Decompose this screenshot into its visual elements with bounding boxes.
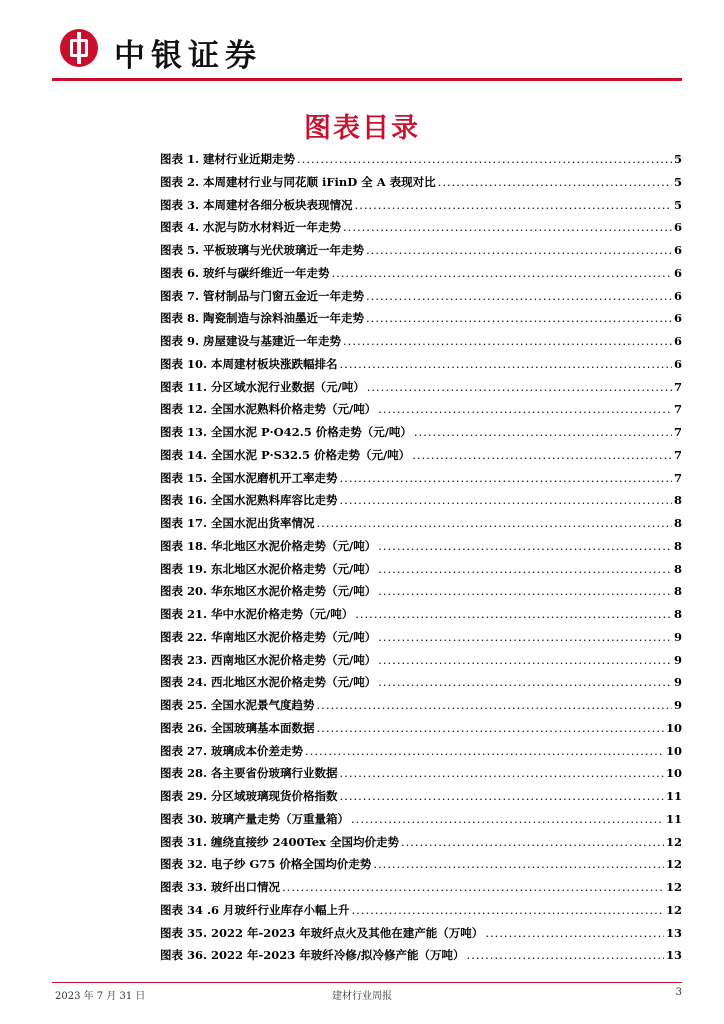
toc-leader-dots — [378, 653, 672, 667]
toc-leader-dots — [340, 766, 664, 780]
toc-entry-page: 7 — [673, 379, 682, 394]
toc-leader-dots — [340, 471, 672, 485]
toc-entry-label: 图表 29. 分区域玻璃现货价格指数 — [160, 789, 338, 803]
toc-leader-dots — [366, 311, 672, 325]
toc-entry[interactable] — [160, 447, 682, 470]
toc-entry-label: 图表 26. 全国玻璃基本面数据 — [160, 720, 315, 735]
toc-entry-label: 图表 9. 房屋建设与基建近一年走势 — [160, 334, 342, 348]
toc-entry[interactable] — [160, 674, 682, 697]
toc-entry[interactable] — [160, 743, 682, 766]
toc-entry-label: 图表 18. 华北地区水泥价格走势（元/吨） — [160, 538, 377, 553]
toc-entry[interactable] — [160, 583, 682, 606]
header-divider — [52, 78, 682, 81]
toc-entry-page: 6 — [673, 243, 682, 257]
toc-entry-label: 图表 12. 全国水泥熟料价格走势（元/吨） — [160, 402, 377, 417]
toc-leader-dots — [340, 789, 664, 803]
toc-leader-dots — [378, 539, 672, 553]
toc-entry-page: 9 — [673, 675, 682, 690]
toc-entry-page: 11 — [665, 811, 682, 826]
toc-leader-dots — [366, 243, 672, 257]
toc-entry[interactable] — [160, 356, 682, 379]
toc-entry-page: 7 — [673, 447, 682, 462]
toc-leader-dots — [412, 448, 672, 462]
toc-leader-dots — [401, 835, 664, 849]
toc-entry-page: 11 — [665, 789, 682, 803]
toc-entry[interactable] — [160, 174, 682, 197]
toc-entry-page: 5 — [673, 197, 682, 212]
toc-entry-page: 5 — [673, 152, 682, 166]
toc-entry-page: 12 — [665, 902, 682, 917]
toc-entry-label: 图表 14. 全国水泥 P·S32.5 价格走势（元/吨） — [160, 447, 411, 462]
toc-entry-page: 5 — [673, 174, 682, 189]
page-header — [52, 24, 682, 84]
toc-entry[interactable] — [160, 902, 682, 925]
toc-entry-label: 图表 22. 华南地区水泥价格走势（元/吨） — [160, 629, 377, 644]
toc-entry-label: 图表 20. 华东地区水泥价格走势（元/吨） — [160, 584, 377, 599]
toc-entry[interactable] — [160, 492, 682, 515]
toc-entry-label: 图表 8. 陶瓷制造与涂料油墨近一年走势 — [160, 311, 365, 326]
toc-entry-label: 图表 3. 本周建材各细分板块表现情况 — [160, 197, 353, 212]
toc-entry-label: 图表 30. 玻璃产量走势（万重量箱） — [160, 811, 350, 826]
toc-entry-label: 图表 32. 电子纱 G75 价格全国均价走势 — [160, 857, 372, 872]
toc-entry[interactable] — [160, 834, 682, 857]
toc-entry-label: 图表 27. 玻璃成本价差走势 — [160, 743, 304, 758]
toc-leader-dots — [282, 880, 664, 894]
toc-entry-page: 8 — [673, 561, 682, 576]
toc-entry-label: 图表 19. 东北地区水泥价格走势（元/吨） — [160, 561, 377, 576]
toc-entry-page: 12 — [665, 834, 682, 849]
toc-entry-page: 10 — [665, 720, 682, 735]
toc-entry[interactable] — [160, 652, 682, 675]
toc-leader-dots — [414, 425, 672, 439]
toc-leader-dots — [366, 289, 672, 303]
toc-leader-dots — [305, 744, 664, 758]
page-title: 图表目录 — [304, 113, 420, 144]
toc-entry[interactable] — [160, 401, 682, 424]
toc-leader-dots — [378, 562, 672, 576]
toc-entry[interactable] — [160, 947, 682, 970]
toc-entry[interactable] — [160, 765, 682, 788]
toc-leader-dots — [378, 675, 672, 689]
toc-entry-label: 图表 24. 西北地区水泥价格走势（元/吨） — [160, 675, 377, 690]
toc-entry-page: 6 — [673, 356, 682, 371]
toc-entry-page: 7 — [673, 470, 682, 485]
toc-entry[interactable] — [160, 151, 682, 174]
toc-entry-page: 9 — [673, 698, 682, 712]
toc-leader-dots — [351, 812, 664, 826]
toc-entry[interactable] — [160, 538, 682, 561]
toc-leader-dots — [485, 926, 664, 940]
toc-entry-page: 8 — [673, 538, 682, 553]
toc-entry[interactable] — [160, 333, 682, 356]
toc-entry[interactable] — [160, 561, 682, 584]
toc-entry-label: 图表 35. 2022 年-2023 年玻纤点火及其他在建产能（万吨） — [160, 925, 484, 940]
toc-leader-dots — [355, 607, 672, 621]
toc-leader-dots — [467, 948, 664, 962]
toc-entry-page: 8 — [673, 607, 682, 621]
toc-entry[interactable] — [160, 470, 682, 493]
toc-entry[interactable] — [160, 788, 682, 811]
toc-entry[interactable] — [160, 879, 682, 902]
toc-entry[interactable] — [160, 856, 682, 879]
toc-entry-label: 图表 10. 本周建材板块涨跌幅排名 — [160, 356, 338, 371]
toc-entry-label: 图表 5. 平板玻璃与光伏玻璃近一年走势 — [160, 243, 365, 257]
toc-leader-dots — [373, 857, 664, 871]
toc-entry[interactable] — [160, 242, 682, 265]
toc-entry-label: 图表 7. 管材制品与门窗五金近一年走势 — [160, 288, 365, 303]
toc-entry-label: 图表 36. 2022 年-2023 年玻纤冷修/拟冷修产能（万吨） — [160, 948, 465, 963]
toc-entry-label: 图表 1. 建材行业近期走势 — [160, 152, 296, 166]
toc-leader-dots — [317, 516, 672, 530]
toc-entry-label: 图表 23. 西南地区水泥价格走势（元/吨） — [160, 652, 377, 667]
toc-entry-label: 图表 16. 全国水泥熟料库容比走势 — [160, 493, 338, 508]
toc-leader-dots — [352, 903, 664, 917]
company-name: 中银证券 — [114, 38, 262, 74]
toc-entry[interactable] — [160, 697, 682, 720]
toc-entry-page: 7 — [673, 402, 682, 417]
toc-entry-label: 图表 6. 玻纤与碳纤维近一年走势 — [160, 265, 330, 280]
toc-entry-page: 10 — [665, 743, 682, 758]
toc-entry-page: 13 — [665, 948, 682, 963]
toc-entry-page: 6 — [673, 288, 682, 303]
toc-leader-dots — [438, 175, 672, 189]
toc-entry-label: 图表 31. 缠绕直接纱 2400Tex 全国均价走势 — [160, 834, 399, 849]
toc-entry-label: 图表 2. 本周建材行业与同花顺 iFinD 全 A 表现对比 — [160, 174, 436, 189]
toc-entry-label: 图表 11. 分区域水泥行业数据（元/吨） — [160, 379, 365, 394]
toc-entry[interactable] — [160, 606, 682, 629]
toc-entry-page: 9 — [673, 652, 682, 667]
toc-entry-page: 12 — [665, 880, 682, 894]
toc-entry[interactable] — [160, 197, 682, 220]
toc-entry-page: 8 — [673, 516, 682, 530]
toc-entry-label: 图表 4. 水泥与防水材料近一年走势 — [160, 220, 342, 235]
toc-entry-label: 图表 13. 全国水泥 P·O42.5 价格走势（元/吨） — [160, 425, 412, 439]
toc-entry[interactable] — [160, 515, 682, 538]
toc-entry-label: 图表 15. 全国水泥磨机开工率走势 — [160, 470, 338, 485]
toc-leader-dots — [340, 357, 672, 371]
toc-entry[interactable] — [160, 265, 682, 288]
toc-entry-page: 12 — [665, 857, 682, 872]
toc-entry-label: 图表 33. 玻纤出口情况 — [160, 880, 281, 894]
toc-leader-dots — [378, 584, 672, 598]
toc-entry-page: 6 — [673, 220, 682, 235]
toc-leader-dots — [367, 380, 672, 394]
toc-entry[interactable] — [160, 219, 682, 242]
toc-leader-dots — [332, 266, 672, 280]
toc-entry-label: 图表 34 .6 月玻纤行业库存小幅上升 — [160, 902, 350, 917]
toc-leader-dots — [317, 721, 664, 735]
toc-entry[interactable] — [160, 288, 682, 311]
toc-entry-page: 8 — [673, 584, 682, 599]
toc-entry[interactable] — [160, 925, 682, 948]
toc-entry[interactable] — [160, 424, 682, 447]
toc-leader-dots — [317, 698, 672, 712]
footer-divider — [52, 982, 682, 983]
table-of-figures — [160, 151, 682, 970]
toc-entry-page: 10 — [665, 766, 682, 781]
toc-entry-page: 8 — [673, 493, 682, 508]
toc-leader-dots — [297, 152, 672, 166]
toc-leader-dots — [355, 198, 672, 212]
toc-entry-page: 9 — [673, 629, 682, 644]
toc-leader-dots — [343, 334, 672, 348]
toc-entry-page: 13 — [665, 925, 682, 940]
toc-leader-dots — [340, 493, 672, 507]
toc-entry[interactable] — [160, 379, 682, 402]
toc-entry-page: 7 — [673, 425, 682, 439]
toc-entry-label: 图表 25. 全国水泥景气度趋势 — [160, 698, 315, 712]
toc-leader-dots — [378, 402, 672, 416]
toc-entry[interactable] — [160, 629, 682, 652]
bank-of-china-logo-icon — [60, 29, 98, 67]
footer-page-number: 3 — [675, 987, 682, 998]
toc-entry-label: 图表 21. 华中水泥价格走势（元/吨） — [160, 607, 354, 621]
toc-entry[interactable] — [160, 720, 682, 743]
toc-entry[interactable] — [160, 811, 682, 834]
toc-leader-dots — [378, 630, 672, 644]
toc-entry[interactable] — [160, 310, 682, 333]
footer-date: 2023 年 7 月 31 日 — [55, 991, 146, 1002]
toc-entry-page: 6 — [673, 265, 682, 280]
toc-leader-dots — [343, 220, 672, 234]
toc-entry-page: 6 — [673, 311, 682, 326]
toc-entry-page: 6 — [673, 334, 682, 348]
toc-entry-label: 图表 17. 全国水泥出货率情况 — [160, 516, 315, 530]
footer-report-name: 建材行业周报 — [332, 991, 392, 1002]
toc-entry-label: 图表 28. 各主要省份玻璃行业数据 — [160, 766, 338, 781]
